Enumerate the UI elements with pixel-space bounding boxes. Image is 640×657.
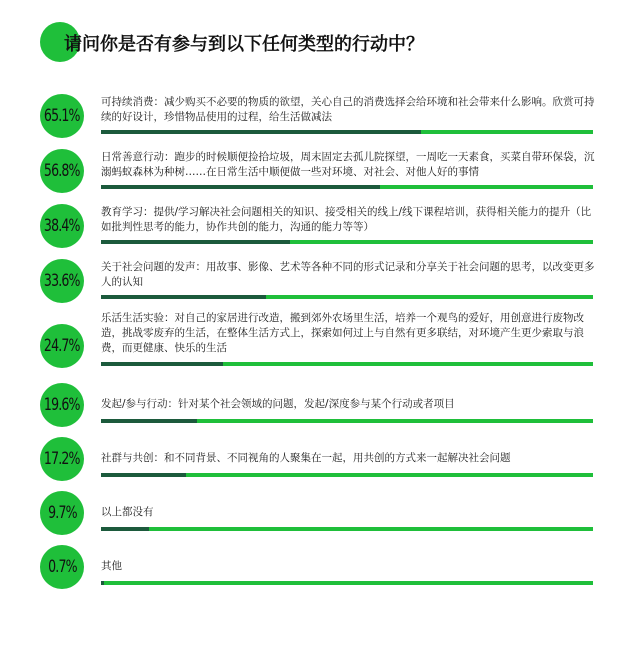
percent-circle: [40, 204, 84, 248]
bar: [101, 295, 266, 299]
bar: [101, 581, 104, 585]
percent-circle: [40, 324, 84, 368]
bar-track: [101, 295, 593, 299]
data-label: 0.7%: [47, 557, 77, 577]
bar-track: [101, 527, 593, 531]
percent-circle: [40, 94, 84, 138]
bar: [101, 362, 223, 366]
category-label: 其他: [101, 560, 122, 572]
data-label: 56.8%: [44, 161, 80, 181]
bar: [101, 130, 421, 134]
category-label: 发起/参与行动：针对某个社会领域的问题，发起/深度参与某个行动或者项目: [101, 398, 455, 410]
bar-track: [101, 473, 593, 477]
bar-track: [101, 581, 593, 585]
category-label: 乐活生活实验：对自己的家居进行改造，搬到郊外农场里生活，培养一个观鸟的爱好，用创意进行废物改造，挑战零废弃的生活，在整体生活方式上，探索如何过上与自然有更多联结，对环境产生更少索取与浪费，而更健康、快乐的生活: [101, 312, 584, 354]
category-label: 关于社会问题的发声：用故事、影像、艺术等各种不同的形式记录和分享关于社会问题的思考，以改变更多人的认知: [101, 261, 595, 288]
category-label: 日常善意行动：跑步的时候顺便捡拾垃圾，周末固定去孤儿院探望，一周吃一天素食，买菜自带环保袋，沉溺蚂蚁森林为种树……在日常生活中顺便做一些对环境、对社会、对他人好的事情: [101, 151, 595, 178]
percent-circle: [40, 491, 84, 535]
chart-title: 请问你是否有参与到以下任何类型的行动中？: [64, 34, 424, 55]
percent-circle: [40, 149, 84, 193]
bar: [101, 185, 380, 189]
data-label: 17.2%: [44, 449, 80, 469]
data-label: 38.4%: [44, 216, 80, 236]
bar-track: [101, 130, 593, 134]
data-label: 65.1%: [44, 106, 80, 126]
data-label: 33.6%: [44, 271, 80, 291]
bar: [101, 419, 197, 423]
bar: [101, 473, 186, 477]
data-label: 19.6%: [44, 395, 80, 415]
category-label: 教育学习：提供/学习解决社会问题相关的知识、接受相关的线上/线下课程培训，获得相关能力的提升（比如批判性思考的能力，协作共创的能力，沟通的能力等等）: [101, 206, 592, 233]
bar: [101, 527, 149, 531]
category-label: 社群与共创：和不同背景、不同视角的人聚集在一起，用共创的方式来一起解决社会问题: [101, 452, 511, 464]
percent-circle: [40, 259, 84, 303]
category-label: 以上都没有: [101, 506, 154, 518]
percent-circle: [40, 383, 84, 427]
bar-track: [101, 240, 593, 244]
bar-track: [101, 362, 593, 366]
data-label: 9.7%: [47, 503, 77, 523]
bar: [101, 240, 290, 244]
bar-track: [101, 419, 593, 423]
percent-circle: [40, 545, 84, 589]
percent-circle: [40, 437, 84, 481]
data-label: 24.7%: [44, 336, 80, 356]
category-label: 可持续消费：减少购买不必要的物质的欲望，关心自己的消费选择会给环境和社会带来什么影响。欣赏可持续的好设计，珍惜物品使用的过程，给生活做减法: [101, 96, 595, 123]
bar-track: [101, 185, 593, 189]
